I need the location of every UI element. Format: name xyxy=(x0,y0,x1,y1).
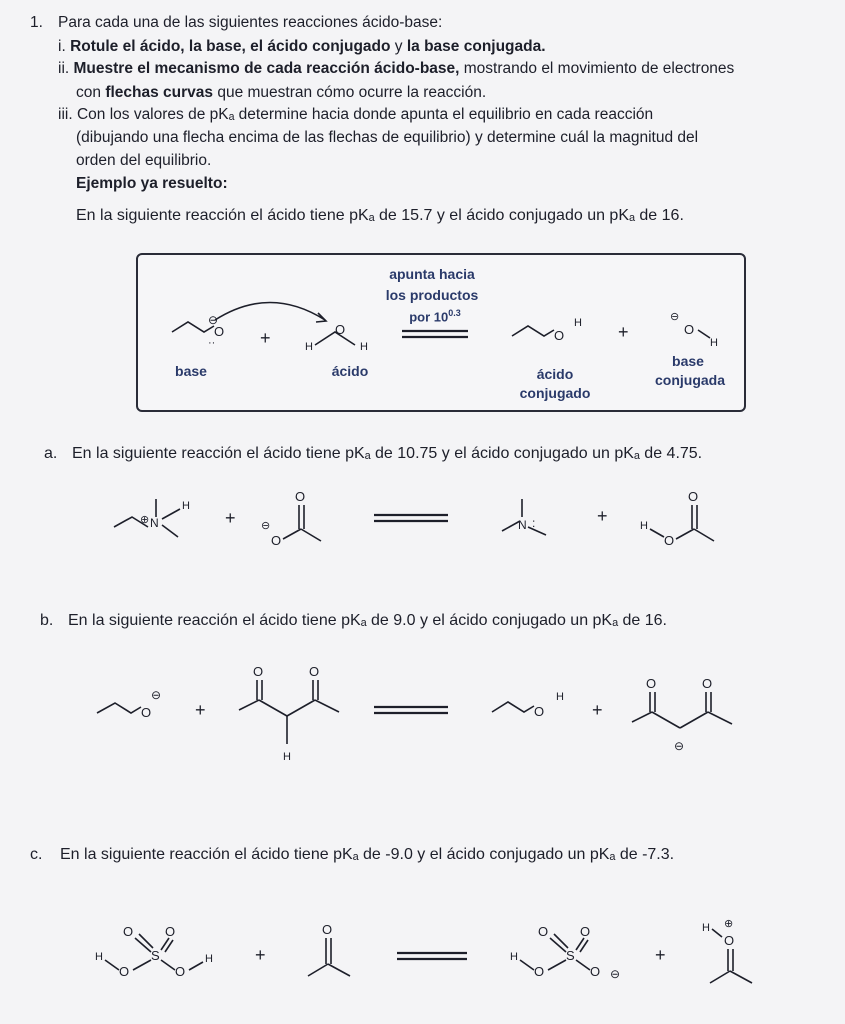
label-conj-acid-1: ácido xyxy=(536,366,574,382)
example-plus-2: + xyxy=(618,322,629,342)
acetate-base xyxy=(255,485,335,555)
example-plus-1: + xyxy=(260,328,271,348)
label-base: base xyxy=(175,363,207,379)
svg-text:⊖: ⊖ xyxy=(151,688,162,702)
svg-text:O: O xyxy=(309,664,320,679)
part-a-text: En la siguiente reacción el ácido tiene pKₐ de 10.75 y el ácido conjugado un pKₐ de 4.75. xyxy=(72,445,703,462)
equilibrium-arrow-c xyxy=(395,950,471,964)
solved-example-heading: Ejemplo ya resuelto: xyxy=(76,175,228,192)
curved-arrow xyxy=(210,300,350,340)
ethanol-conj-acid xyxy=(510,316,590,356)
sulfuric-acid xyxy=(95,920,235,990)
svg-text:O: O xyxy=(646,676,657,691)
ethanol-conj-acid-b xyxy=(490,688,580,728)
svg-text:H: H xyxy=(710,337,718,349)
svg-text:⊖: ⊖ xyxy=(670,311,680,323)
svg-text:H: H xyxy=(574,317,582,329)
question-intro: Para cada una de las siguientes reacciones ácido-base: xyxy=(58,14,443,31)
svg-text:O: O xyxy=(141,705,152,720)
svg-text:N: N xyxy=(150,516,159,530)
acetone-base xyxy=(300,918,370,988)
svg-text:O: O xyxy=(253,664,264,679)
acetic-acid-conj-acid xyxy=(638,485,728,555)
arrow-label-1: apunta hacia xyxy=(389,266,475,282)
label-conj-base-2: conjugada xyxy=(654,372,725,388)
equilibrium-arrow-example xyxy=(400,328,472,342)
svg-text:O: O xyxy=(702,676,713,691)
part-c-text: En la siguiente reacción el ácido tiene pKₐ de -9.0 y el ácido conjugado un pKₐ de -7.3. xyxy=(60,846,675,863)
svg-text:⊖: ⊖ xyxy=(261,520,271,532)
svg-text:H: H xyxy=(205,953,213,965)
svg-text:S: S xyxy=(151,948,160,963)
part-c-letter: c. xyxy=(30,846,43,863)
item-ii-line2: con flechas curvas que muestran cómo ocurre la reacción. xyxy=(76,84,487,101)
diketone-acid xyxy=(235,660,355,770)
a-plus-1: + xyxy=(225,508,236,528)
svg-text:O: O xyxy=(534,704,545,719)
svg-text:H: H xyxy=(95,951,103,963)
svg-text:O: O xyxy=(335,322,346,337)
svg-text:N: N xyxy=(518,518,527,532)
protonated-acetone-conj-acid xyxy=(700,915,770,995)
a-plus-2: + xyxy=(597,506,608,526)
svg-text:⊕: ⊕ xyxy=(140,514,150,526)
question-number: 1. xyxy=(30,14,43,31)
c-plus-1: + xyxy=(255,945,266,965)
svg-text:O: O xyxy=(580,924,591,939)
svg-text:··: ·· xyxy=(208,337,216,349)
svg-text:O: O xyxy=(688,489,699,504)
label-acid: ácido xyxy=(331,363,369,379)
svg-text:H: H xyxy=(182,500,190,512)
hydroxide-conj-base xyxy=(670,310,730,350)
svg-text:H: H xyxy=(360,341,368,353)
svg-text:S: S xyxy=(566,948,575,963)
label-conj-base-1: base xyxy=(672,353,704,369)
svg-text:O: O xyxy=(119,964,130,979)
svg-text:O: O xyxy=(214,324,225,339)
svg-text:O: O xyxy=(724,933,735,948)
bisulfate-conj-base xyxy=(510,920,640,990)
arrow-label-2: los productos xyxy=(385,287,479,303)
svg-text:⊕: ⊕ xyxy=(724,918,734,930)
b-plus-2: + xyxy=(592,700,603,720)
arrow-label-3: por $10^{0.3}$ xyxy=(409,308,461,325)
part-b-text: En la siguiente reacción el ácido tiene pKₐ de 9.0 y el ácido conjugado un pKₐ de 16. xyxy=(68,612,667,629)
svg-text:⊖: ⊖ xyxy=(610,967,621,981)
part-b-letter: b. xyxy=(40,612,54,629)
label-conj-acid-2: conjugado xyxy=(519,385,591,401)
svg-text:O: O xyxy=(664,533,675,548)
svg-text:H: H xyxy=(305,341,313,353)
svg-text:O: O xyxy=(554,328,565,343)
svg-text:O: O xyxy=(534,964,545,979)
item-i: i. Rotule el ácido, la base, el ácido conjugado y la base conjugada. xyxy=(58,38,546,55)
item-iii-line2: (dibujando una flecha encima de las flechas de equilibrio) y determine cuál la magnitud del xyxy=(76,129,699,146)
svg-text:O: O xyxy=(271,533,282,548)
svg-text:H: H xyxy=(510,951,518,963)
example-text: En la siguiente reacción el ácido tiene pKₐ de 15.7 y el ácido conjugado un pKₐ de 16. xyxy=(76,207,684,224)
svg-text:O: O xyxy=(123,924,134,939)
svg-text:H: H xyxy=(283,751,291,763)
svg-text:O: O xyxy=(165,924,176,939)
svg-text:O: O xyxy=(295,489,306,504)
c-plus-2: + xyxy=(655,945,666,965)
svg-text:⊖: ⊖ xyxy=(208,313,219,327)
item-iii-line3: orden del equilibrio. xyxy=(76,152,212,169)
item-iii: iii. Con los valores de pKₐ determine hacia donde apunta el equilibrio en cada reacción xyxy=(58,106,654,123)
svg-text:O: O xyxy=(684,322,695,337)
svg-text:O: O xyxy=(175,964,186,979)
svg-text:O: O xyxy=(322,922,333,937)
equilibrium-arrow-b xyxy=(372,704,452,718)
svg-text:H: H xyxy=(640,520,648,532)
svg-text:O: O xyxy=(538,924,549,939)
item-ii: ii. Muestre el mecanismo de cada reacción ácido-base, mostrando el movimiento de electrones xyxy=(58,60,735,77)
ammonium-acid xyxy=(110,495,200,555)
ethoxide-base-b xyxy=(95,685,175,730)
svg-text:⊖: ⊖ xyxy=(674,739,685,753)
svg-text:H: H xyxy=(702,922,710,934)
part-a-letter: a. xyxy=(44,445,58,462)
b-plus-1: + xyxy=(195,700,206,720)
svg-text::: : xyxy=(532,516,536,530)
enolate-conj-base xyxy=(628,672,748,762)
svg-text:H: H xyxy=(556,691,564,703)
amine-conj-base xyxy=(500,495,570,545)
svg-text:O: O xyxy=(590,964,601,979)
equilibrium-arrow-a xyxy=(372,512,452,526)
